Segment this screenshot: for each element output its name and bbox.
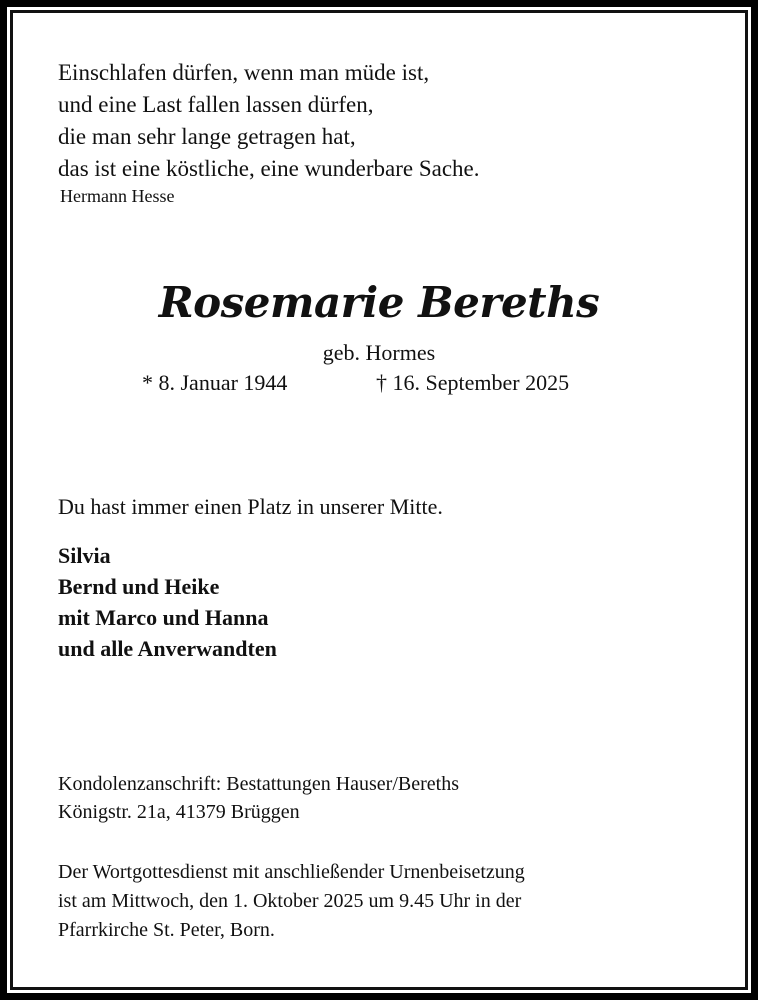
death-date: † 16. September 2025 (376, 370, 570, 395)
poem-author: Hermann Hesse (60, 186, 175, 206)
family-member: Silvia (58, 543, 111, 568)
maiden-name: geb. Hormes (322, 340, 436, 365)
family-member: Bernd und Heike (58, 574, 220, 599)
service-info (58, 858, 525, 945)
address-line: Kondolenzanschrift: Bestattungen Hauser/Bereths (58, 773, 459, 795)
family-member: mit Marco und Hanna (58, 605, 269, 630)
address-line: Königstr. 21a, 41379 Brüggen (58, 801, 300, 823)
service-line: Der Wortgottesdienst mit anschließender Urnenbeisetzung (58, 861, 525, 883)
poem-line: und eine Last fallen lassen dürfen, (58, 92, 374, 117)
condolence-address (58, 770, 459, 826)
poem-line: die man sehr lange getragen hat, (58, 124, 356, 149)
birth-date: * 8. Januar 1944 (142, 370, 288, 395)
service-line: Pfarrkirche St. Peter, Born. (58, 919, 275, 941)
deceased-name: Rosemarie Bereths (158, 278, 600, 327)
memorial-quote: Du hast immer einen Platz in unserer Mitte. (58, 494, 443, 519)
poem (58, 57, 480, 185)
poem-line: Einschlafen dürfen, wenn man müde ist, (58, 60, 430, 85)
family-list (58, 540, 277, 664)
service-line: ist am Mittwoch, den 1. Oktober 2025 um 9.45 Uhr in der (58, 890, 522, 912)
poem-line: das ist eine köstliche, eine wunderbare Sache. (58, 156, 480, 181)
family-member: und alle Anverwandten (58, 636, 277, 661)
